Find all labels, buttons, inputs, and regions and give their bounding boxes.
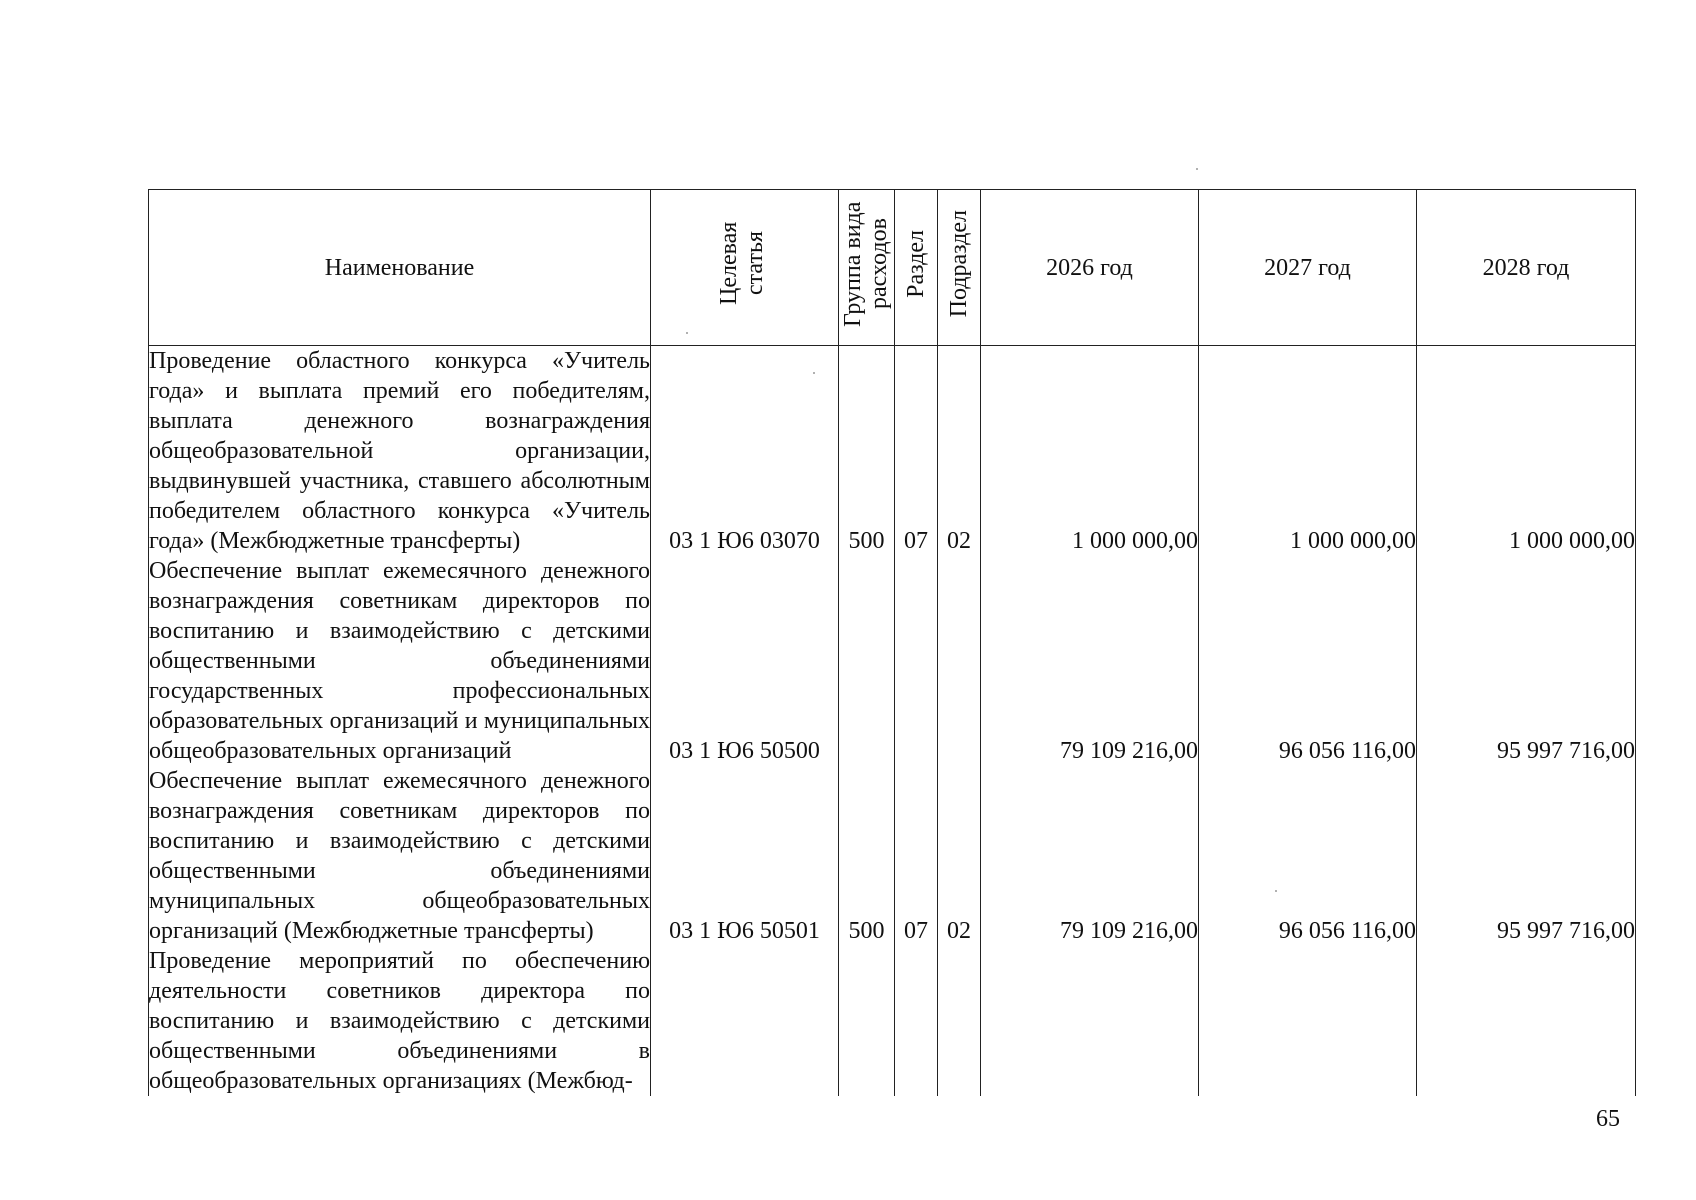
header-subsection: Подраздел — [938, 190, 981, 346]
table-row — [149, 766, 1636, 946]
scan-speck — [686, 332, 688, 334]
row-target-article: 03 1 Ю6 50501 — [651, 766, 839, 946]
table-row — [149, 556, 1636, 766]
row-2027: 96 056 116,00 — [1199, 766, 1417, 946]
table-row — [149, 346, 1636, 557]
row-target-article: 03 1 Ю6 03070 — [651, 346, 839, 557]
header-2028: 2028 год — [1417, 190, 1636, 346]
header-target-article: Целевая статья — [651, 190, 839, 346]
row-subsection: 02 — [938, 346, 981, 557]
row-subsection: 02 — [938, 766, 981, 946]
row-2027 — [1199, 946, 1417, 1096]
page-number: 65 — [1596, 1106, 1620, 1132]
row-2028: 1 000 000,00 — [1417, 346, 1636, 557]
scan-speck — [1196, 168, 1198, 170]
row-2027: 1 000 000,00 — [1199, 346, 1417, 557]
row-section: 07 — [895, 346, 938, 557]
row-2028 — [1417, 946, 1636, 1096]
row-expense-group: 500 — [839, 346, 895, 557]
row-2026: 79 109 216,00 — [981, 766, 1199, 946]
row-subsection — [938, 556, 981, 766]
table-row — [149, 946, 1636, 1096]
budget-table — [148, 189, 1636, 1096]
row-section — [895, 556, 938, 766]
header-section: Раздел — [895, 190, 938, 346]
row-2027: 96 056 116,00 — [1199, 556, 1417, 766]
row-subsection — [938, 946, 981, 1096]
table-header-row — [149, 190, 1636, 346]
header-2027: 2027 год — [1199, 190, 1417, 346]
row-expense-group — [839, 946, 895, 1096]
row-2026: 1 000 000,00 — [981, 346, 1199, 557]
row-target-article: 03 1 Ю6 50500 — [651, 556, 839, 766]
row-section: 07 — [895, 766, 938, 946]
row-2028: 95 997 716,00 — [1417, 556, 1636, 766]
header-name: Наименование — [149, 190, 651, 346]
row-expense-group: 500 — [839, 766, 895, 946]
row-2026: 79 109 216,00 — [981, 556, 1199, 766]
header-2026: 2026 год — [981, 190, 1199, 346]
row-name: Проведение мероприятий по обеспечению деятельности советников директора по воспитанию и взаимодействию с детскими общественными объединениями в общеобразовательных организациях (Межбюд- — [149, 948, 650, 1094]
row-section — [895, 946, 938, 1096]
scan-speck — [813, 372, 815, 374]
row-target-article — [651, 946, 839, 1096]
scan-speck — [1275, 890, 1277, 892]
row-2026 — [981, 946, 1199, 1096]
row-name: Проведение областного конкурса «Учитель года» и выплата премий его победителям, выплата денежного вознаграждения общеобразовательной организации, выдвинувшей участника, ставшего абсолютным победителем областного конкурса «Учитель года» (Межбюджетные трансферты) — [149, 346, 651, 557]
row-2028: 95 997 716,00 — [1417, 766, 1636, 946]
row-expense-group — [839, 556, 895, 766]
header-expense-group: Группа вида расходов — [839, 190, 895, 346]
row-name: Обеспечение выплат ежемесячного денежного вознаграждения советникам директоров по воспитанию и взаимодействию с детскими общественными объединениями муниципальных общеобразовательных организаций (Межбюджетные трансферты) — [149, 768, 650, 944]
row-name: Обеспечение выплат ежемесячного денежного вознаграждения советникам директоров по воспитанию и взаимодействию с детскими общественными объединениями государственных профессиональных образовательных организаций и муниципальных общеобразовательных организаций — [149, 558, 650, 764]
